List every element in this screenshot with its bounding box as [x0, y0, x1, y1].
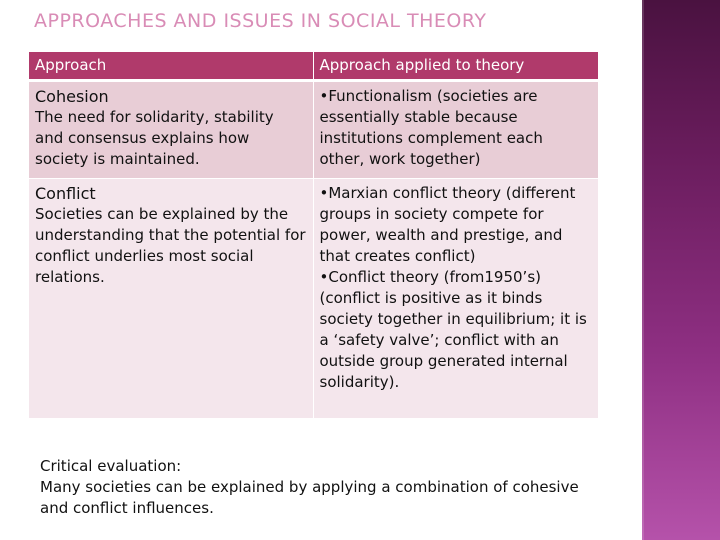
approach-description: The need for solidarity, stability and consensus explains how society is maintained. — [35, 108, 274, 168]
table-row — [29, 179, 598, 419]
decorative-side-panel — [642, 0, 720, 540]
approach-cell — [29, 179, 313, 419]
critical-evaluation — [40, 456, 600, 519]
slide-title: APPROACHES AND ISSUES IN SOCIAL THEORY — [34, 10, 487, 32]
theory-point: •Marxian conflict theory (different groups in society compete for power, wealth and prestige, and that creates conflict) — [319, 184, 576, 265]
approach-name: Conflict — [35, 184, 96, 203]
theory-point: •Conflict theory (from1950’s) (conflict is positive as it binds society together in equilibrium; it is a ‘safety valve’; conflict with an outside group generated internal solidarity). — [319, 268, 587, 391]
evaluation-heading: Critical evaluation: — [40, 457, 182, 475]
evaluation-text: Many societies can be explained by applying a combination of cohesive and conflict influences. — [40, 478, 579, 517]
theory-cell — [313, 179, 598, 419]
approach-description: Societies can be explained by the understanding that the potential for conflict underlies most social relations. — [35, 205, 306, 286]
theory-cell — [313, 81, 598, 179]
approach-name: Cohesion — [35, 87, 109, 106]
approach-cell — [29, 81, 313, 179]
approaches-table — [29, 52, 598, 419]
header-approach-applied: Approach applied to theory — [313, 52, 598, 81]
table-row — [29, 81, 598, 179]
theory-point: •Functionalism (societies are essentially stable because institutions complement each other, work together) — [319, 87, 543, 168]
table-header-row — [29, 52, 598, 81]
header-approach: Approach — [29, 52, 313, 81]
